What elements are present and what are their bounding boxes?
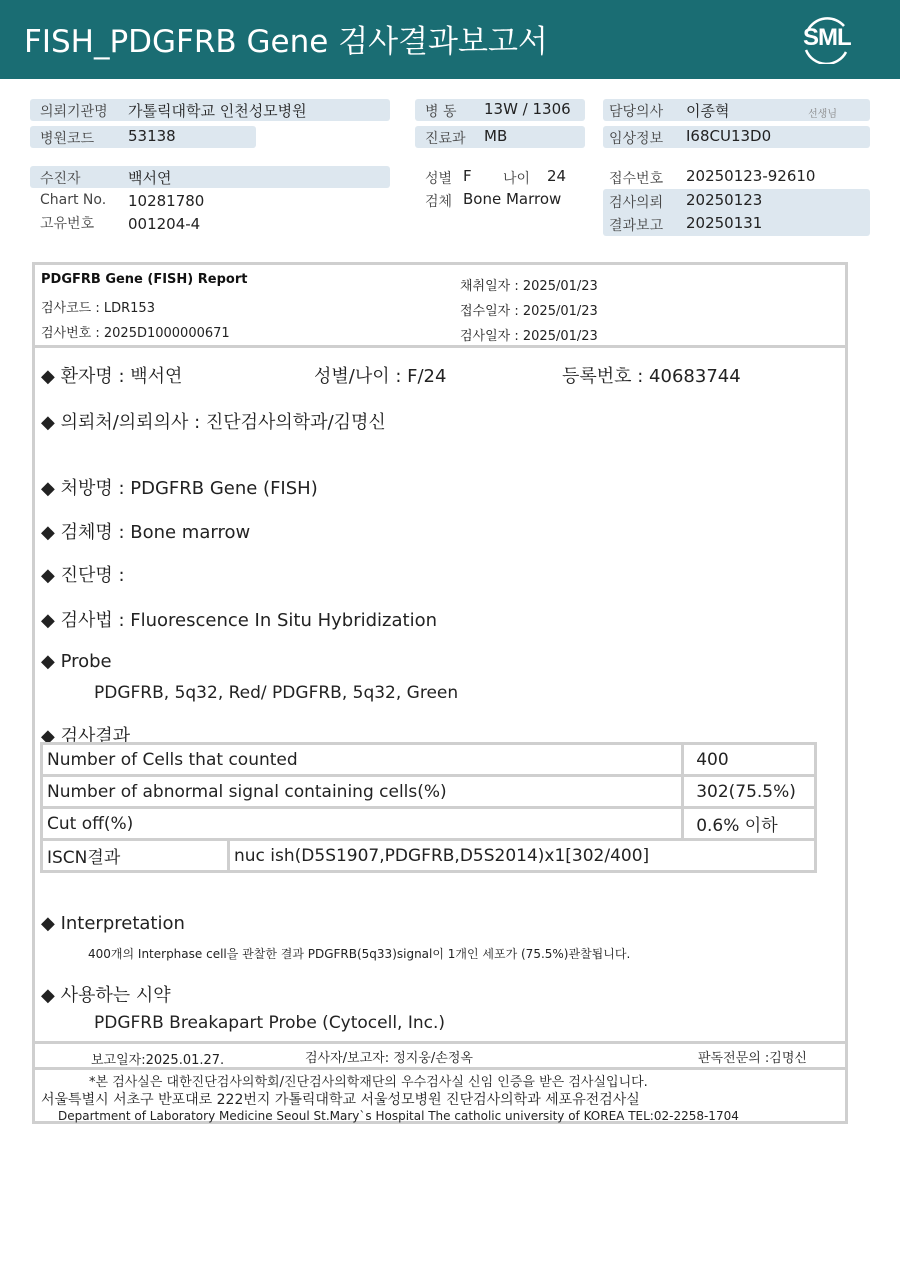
logo-text: SML	[803, 24, 851, 51]
iscn-label-cell: ISCN결과	[42, 840, 229, 872]
patient-label: 수진자	[40, 171, 81, 187]
specimen-label: 검체	[425, 194, 453, 210]
divider	[35, 1041, 845, 1044]
diagnosis: ◆ 진단명 :	[41, 565, 125, 586]
divider	[35, 345, 845, 348]
chart-value: 10281780	[128, 192, 205, 210]
result-label: 결과보고	[609, 218, 664, 234]
clinical-value: I68CU13D0	[686, 127, 772, 145]
age-value: 24	[547, 167, 567, 185]
clinical-label: 임상정보	[609, 131, 664, 147]
test-method: ◆ 검사법 : Fluorescence In Situ Hybridization	[41, 610, 437, 631]
result-value-cell: 400	[683, 744, 816, 776]
tester: 검사자/보고자: 정지웅/손정옥	[305, 1051, 473, 1066]
certification-note: *본 검사실은 대한진단검사의학회/진단검사의학재단의 우수검사실 신임 인증을 받은 검사실입니다.	[89, 1075, 648, 1090]
table-row	[42, 776, 816, 808]
unique-label: 고유번호	[40, 216, 95, 232]
request-label: 검사의뢰	[609, 195, 664, 211]
sex-label: 성별	[425, 171, 453, 187]
receipt-value: 20250123-92610	[686, 167, 816, 185]
ward-value: 13W / 1306	[484, 100, 571, 118]
interpretation-text: 400개의 Interphase cell을 관찰한 결과 PDGFRB(5q33)signal이 1개인 세포가 (75.5%)관찰됩니다.	[88, 947, 631, 961]
result-label-cell: Number of Cells that counted	[42, 744, 683, 776]
receive-date: 접수일자 : 2025/01/23	[460, 304, 598, 319]
department-english: Department of Laboratory Medicine Seoul St.Mary`s Hospital The catholic university of KOREA TEL:02-2258-1704	[58, 1109, 739, 1123]
sex-value: F	[463, 167, 472, 185]
doctor-label: 담당의사	[609, 104, 664, 120]
page-title: FISH_PDGFRB Gene 검사결과보고서	[24, 24, 548, 60]
age-label: 나이	[503, 171, 531, 187]
report-box	[32, 262, 848, 1124]
dept-label: 진료과	[425, 131, 466, 147]
result-value-cell: 0.6% 이하	[683, 808, 816, 840]
patient-value: 백서연	[128, 169, 172, 187]
doctor-suffix: 선생님	[808, 109, 837, 120]
sex-age: 성별/나이 : F/24	[314, 366, 447, 387]
registration-number: 등록번호 : 40683744	[562, 366, 741, 387]
receipt-label: 접수번호	[609, 171, 664, 187]
requester: ◆ 의뢰처/의뢰의사 : 진단검사의학과/김명신	[41, 412, 386, 433]
table-row	[42, 808, 816, 840]
institution-value: 가톨릭대학교 인천성모병원	[128, 102, 307, 120]
result-value: 20250131	[686, 214, 763, 232]
dept-value: MB	[484, 127, 508, 145]
specialist: 판독전문의 :김명신	[698, 1051, 807, 1066]
results-table	[40, 742, 817, 873]
prescription: ◆ 처방명 : PDGFRB Gene (FISH)	[41, 478, 318, 499]
chart-label: Chart No.	[40, 192, 107, 208]
hospital-code-label: 병원코드	[40, 131, 95, 147]
test-code: 검사코드 : LDR153	[41, 301, 155, 316]
probe-value: PDGFRB, 5q32, Red/ PDGFRB, 5q32, Green	[94, 683, 459, 703]
test-number: 검사번호 : 2025D1000000671	[41, 326, 230, 341]
divider	[35, 1067, 845, 1070]
hospital-code-value: 53138	[128, 127, 176, 145]
lab-address: 서울특별시 서초구 반포대로 222번지 가톨릭대학교 서울성모병원 진단검사의학과 세포유전검사실	[41, 1092, 640, 1108]
specimen-value: Bone Marrow	[463, 190, 562, 208]
report-title: PDGFRB Gene (FISH) Report	[41, 272, 248, 287]
interpretation-heading: ◆ Interpretation	[41, 913, 185, 934]
request-value: 20250123	[686, 191, 763, 209]
doctor-value: 이종혁	[686, 102, 730, 120]
table-row	[42, 744, 816, 776]
iscn-value-cell: nuc ish(D5S1907,PDGFRB,D5S2014)x1[302/400]	[229, 840, 816, 872]
specimen-name: ◆ 검체명 : Bone marrow	[41, 522, 251, 543]
header-bar	[0, 0, 900, 79]
table-row	[42, 840, 816, 872]
probe-heading: ◆ Probe	[41, 651, 112, 672]
patient-pill	[30, 166, 390, 188]
patient-name: ◆ 환자명 : 백서연	[41, 366, 183, 387]
ward-label: 병 동	[425, 104, 457, 120]
reagent-value: PDGFRB Breakapart Probe (Cytocell, Inc.)	[94, 1013, 446, 1033]
unique-value: 001204-4	[128, 215, 201, 233]
collect-date: 채취일자 : 2025/01/23	[460, 279, 598, 294]
result-value-cell: 302(75.5%)	[683, 776, 816, 808]
reagent-heading: ◆ 사용하는 시약	[41, 985, 171, 1006]
test-date: 검사일자 : 2025/01/23	[460, 329, 598, 344]
results-heading: ◆ 검사결과	[41, 726, 131, 747]
result-label-cell: Cut off(%)	[42, 808, 683, 840]
institution-label: 의뢰기관명	[40, 104, 108, 120]
report-date: 보고일자:2025.01.27.	[91, 1053, 225, 1068]
result-label-cell: Number of abnormal signal containing cells(%)	[42, 776, 683, 808]
